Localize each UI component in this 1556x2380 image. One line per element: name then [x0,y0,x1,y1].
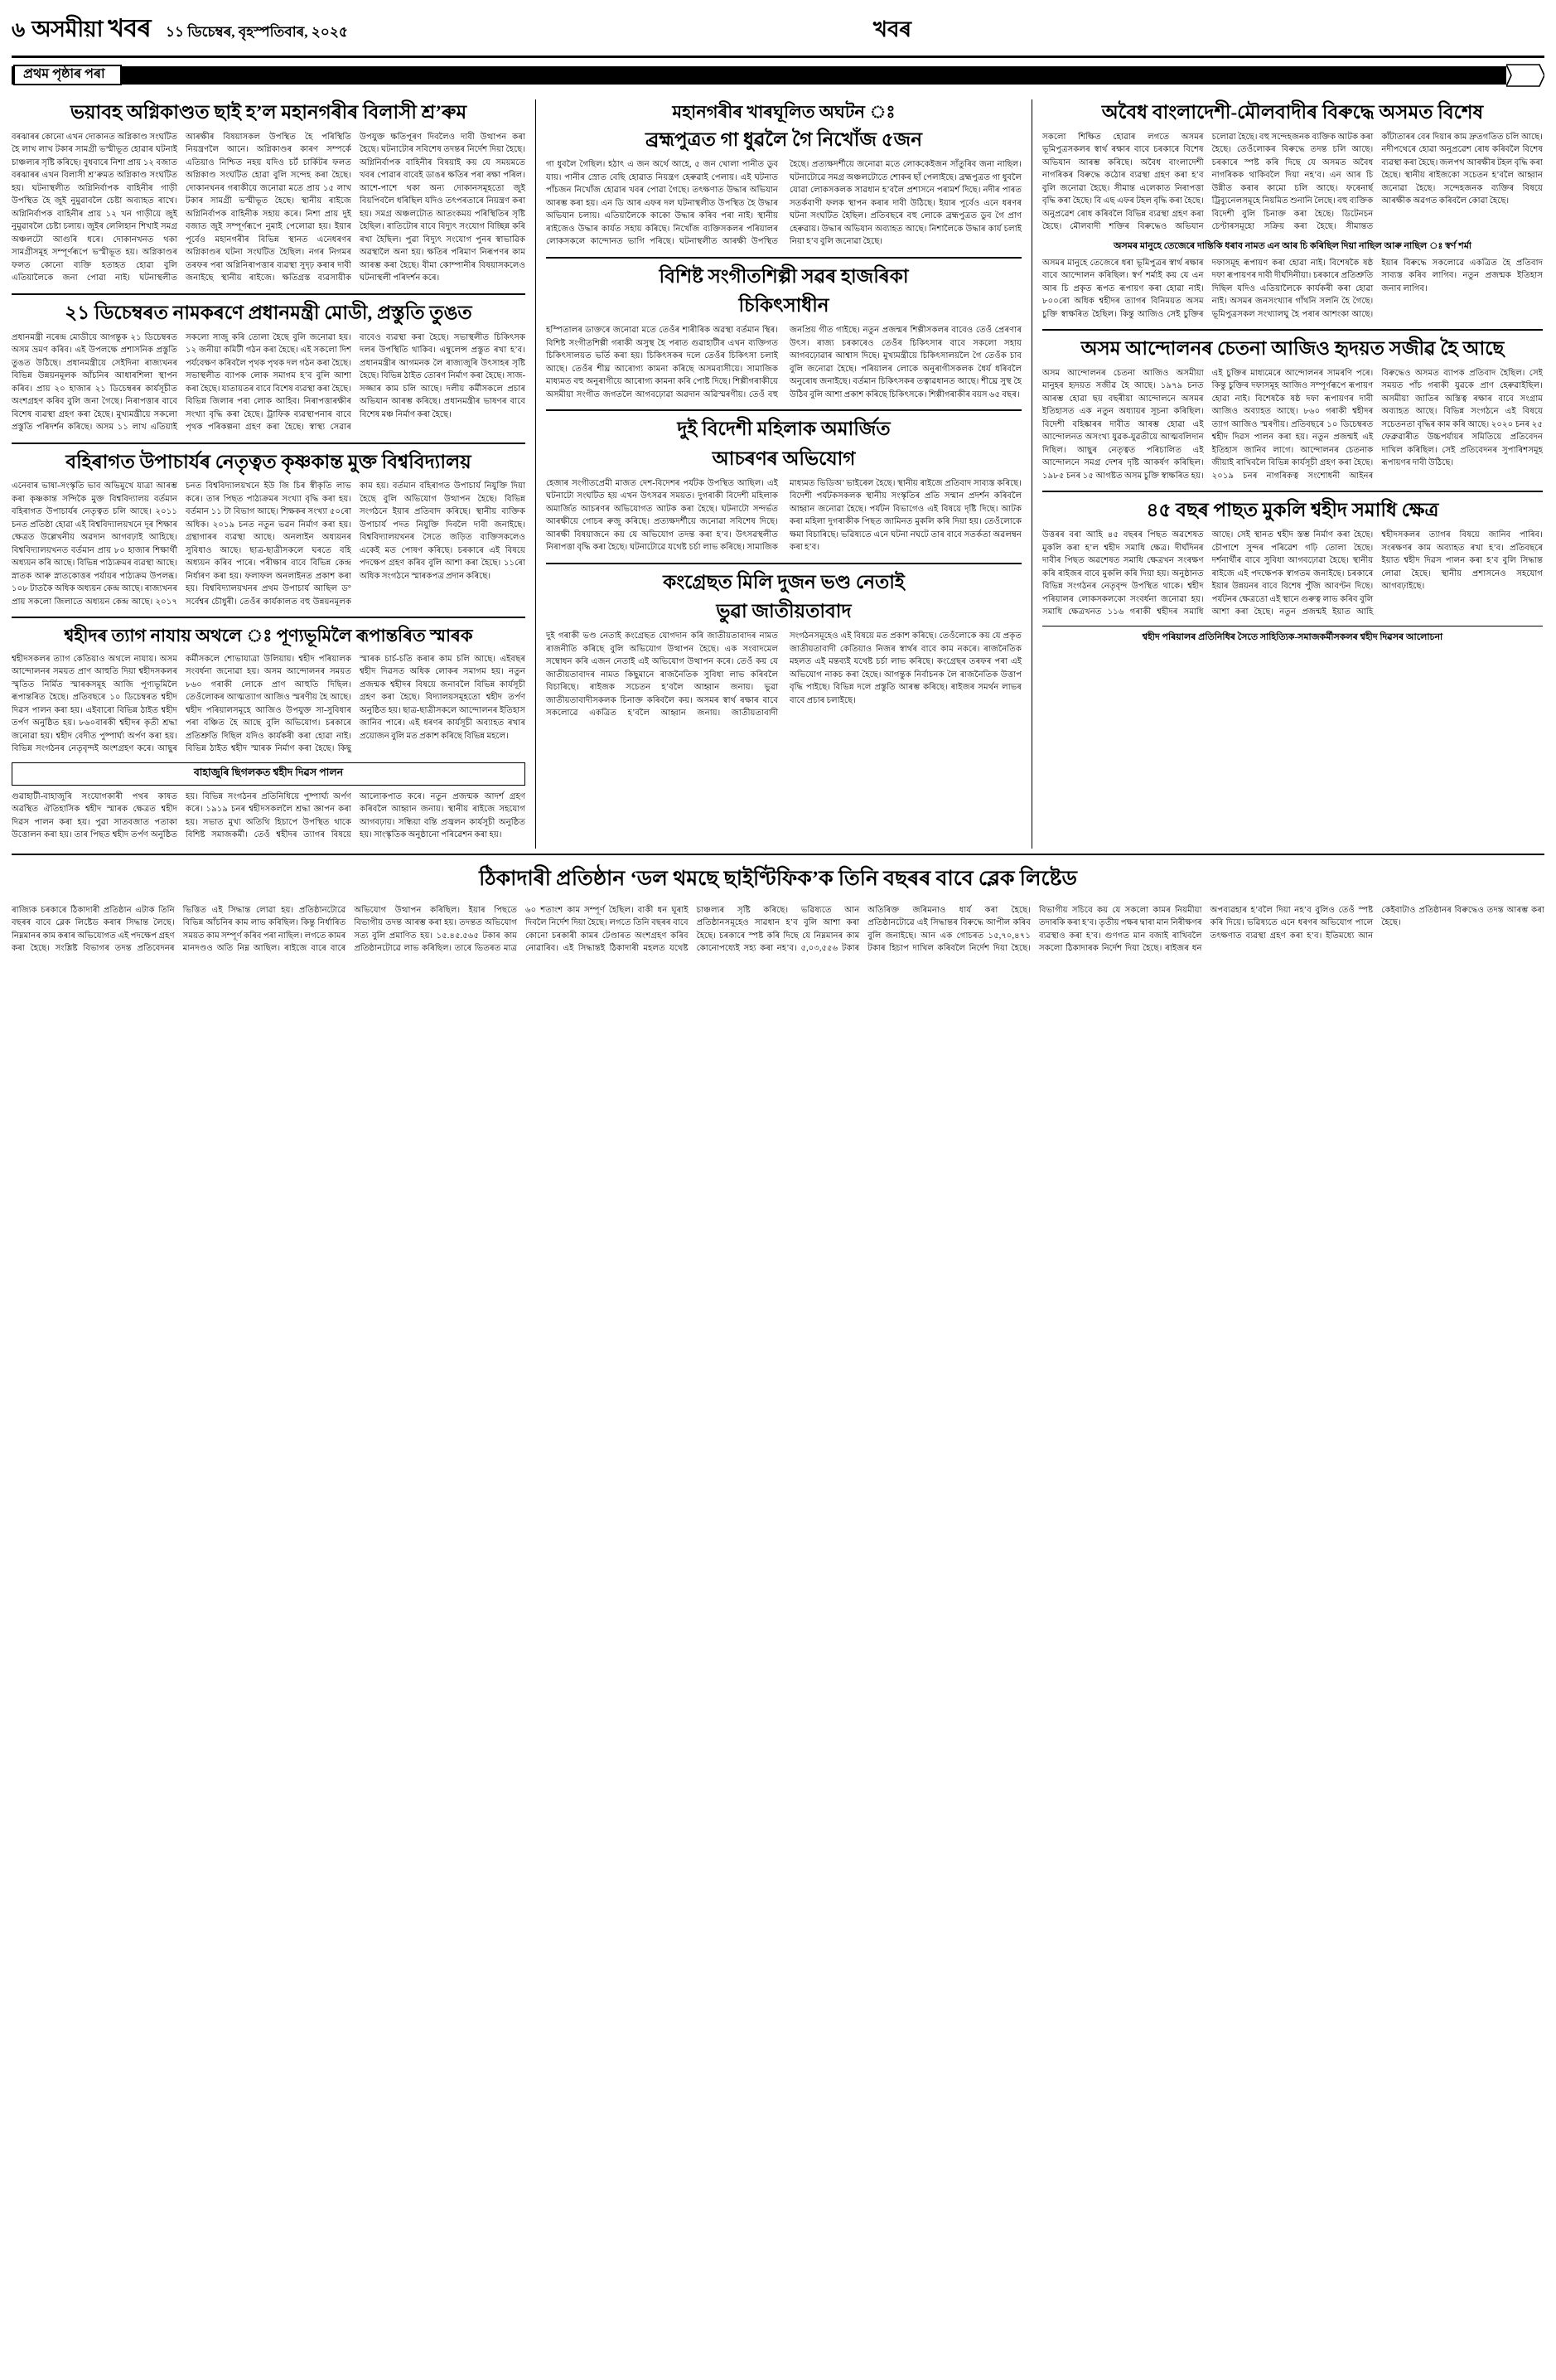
body-fire: বৰঝাৰৰ কোনো এখন দোকানত অগ্নিকাণ্ড সংঘটিত হৈ লাখ লাখ টকাৰ সামগ্ৰী ভস্মীভূত হোৱাৰ ঘটনাই চাঞ্চল্যৰ সৃষ্টি কৰিছে। বুধবাৰে নিশা প্ৰায় ১২ বজাত বৰঝাৰৰ এখন বিলাসী শ্ৰ’ৰুমত অগ্নিকাণ্ড সংঘটিত হয়। ঘটনাস্থলীত অগ্নিনিৰ্বাপক বাহিনীৰ গাড়ী উপস্থিত হৈ জুই নুমুৱাবলৈ চেষ্টা অব্যাহত ৰাখে। অগ্নিনিৰ্বাপক বাহিনীৰ প্ৰায় ১২ খন গাড়ীয়ে জুই নুমুৱাবলৈ চেষ্টা চলায়। জুইৰ লেলিহান শিখাই সমগ্ৰ অঞ্চলটো আগুৰি ধৰে। দোকানখনত থকা সামগ্ৰীসমূহ সম্পূৰ্ণৰূপে ভস্মীভূত হয়। অগ্নিকাণ্ডৰ ফলত কোনো ব্যক্তি হতাহত হোৱা বুলি এতিয়ালৈকে জনা পোৱা নাই। ঘটনাস্থলীত আৰক্ষীৰ বিষয়াসকল উপস্থিত হৈ পৰিস্থিতি নিয়ন্ত্ৰণলৈ আনে। অগ্নিকাণ্ডৰ কাৰণ সম্পৰ্কে এতিয়াও নিশ্চিত নহয় যদিও চৰ্ট চাৰ্কিটৰ ফলত অগ্নিকাণ্ড সংঘটিত হোৱা বুলি সন্দেহ কৰা হৈছে। দোকানখনৰ গৰাকীয়ে জনোৱা মতে প্ৰায় ১৫ লাখ টকাৰ সামগ্ৰী ভস্মীভূত হৈছে। স্থানীয় ৰাইজে অগ্নিনিৰ্বাপক বাহিনীক সহায় কৰে। নিশা প্ৰায় দুই বজাত জুই সম্পূৰ্ণৰূপে নুমাই পেলোৱা হয়। ইয়াৰ পূৰ্বেও মহানগৰীৰ বিভিন্ন স্থানত এনেধৰণৰ অগ্নিকাণ্ডৰ ঘটনা সংঘটিত হৈছিল। নগৰ নিগমৰ তৰফৰ পৰা অগ্নিনিৰাপত্তাৰ ব্যৱস্থা সুদৃঢ় কৰাৰ দাবী জনাইছে স্থানীয় ৰাইজে। ক্ষতিগ্ৰস্ত ব্যৱসায়ীক উপযুক্ত ক্ষতিপূৰণ দিবলৈও দাবী উত্থাপন কৰা হৈছে। ঘটনাটোৰ সবিশেষ তদন্তৰ নিৰ্দেশ দিয়া হৈছে। অগ্নিনিৰ্বাপক বাহিনীৰ বিষয়াই কয় যে সময়মতে খবৰ পোৱাৰ বাবেই ডাঙৰ ক্ষতিৰ পৰা ৰক্ষা পৰিল। আশে-পাশে থকা অন্য দোকানসমূহতো জুই বিয়পিবলৈ ধৰিছিল যদিও তৎপৰতাৰে নিয়ন্ত্ৰণ কৰা হয়। সমগ্ৰ অঞ্চলটোত আতংকময় পৰিস্থিতিৰ সৃষ্টি হৈছিল। ৰাতিটোৰ বাবে বিদ্যুৎ সংযোগ বিচ্ছিন্ন কৰি ৰখা হৈছিল। পুৱা বিদ্যুৎ সংযোগ পুনৰ স্বাভাৱিক অৱস্থালৈ অনা হয়। ক্ষতিৰ পৰিমাণ নিৰূপণৰ কাম আৰম্ভ কৰা হৈছে। বীমা কোম্পানীৰ বিষয়াসকলেও ঘটনাস্থলী পৰিদৰ্শন কৰে। [12,132,525,283]
masthead [12,8,1544,58]
headline-foreign-women-line1: দুই বিদেশী মহিলাক অমাৰ্জিত [677,418,891,439]
continued-from-ribbon [12,63,1544,91]
paper-name [31,8,151,51]
headline-cemetery: ৪৫ বছৰ পাছত মুকলি শ্বহীদ সমাধি ক্ষেত্ৰ [1146,500,1439,521]
article-brahmaputra [546,101,1022,249]
main-content [12,99,1544,849]
arrow-icon [1506,63,1544,88]
headline-fire: ভয়াবহ অগ্নিকাণ্ডত ছাই হ’ল মহানগৰীৰ বিলাসী শ্ৰ’ৰুম [70,102,467,123]
ribbon-bar [12,66,1506,85]
subbody-martyr: গুৱাহাটী-বাহাজুৰি সংযোগকাৰী পথৰ কাষত অৱস্থিত ঐতিহাসিক শ্বহীদ স্মাৰক ক্ষেত্ৰত শ্বহীদ দিৱস পালন কৰা হয়। পুৱা সাতবজাত পতাকা উত্তোলন কৰা হয়। তাৰ পিছত শ্বহীদ তৰ্পণ অনুষ্ঠিত হয়। বিভিন্ন সংগঠনৰ প্ৰতিনিধিয়ে পুষ্পাৰ্ঘ্য অৰ্পণ কৰে। ১৯১৯ চনৰ শ্বহীদসকললৈ শ্ৰদ্ধা জ্ঞাপন কৰা হয়। সভাত মুখ্য অতিথি হিচাপে উপস্থিত থাকে বিশিষ্ট সমাজকৰ্মী। তেওঁ শ্বহীদৰ ত্যাগৰ বিষয়ে আলোকপাত কৰে। নতুন প্ৰজন্মক আদৰ্শ গ্ৰহণ কৰিবলৈ আহ্বান জনায়। স্থানীয় ৰাইজে সহযোগ আগবঢ়ায়। সন্ধিয়া বন্তি প্ৰজ্বলন কাৰ্যসূচী অনুষ্ঠিত হয়। সাংস্কৃতিক অনুষ্ঠানো পৰিৱেশন কৰা হয়। [12,791,525,839]
body-cemetery: উত্তৰৰ বৰা আহি ৪৫ বছৰৰ পিছত অৱশেষত মুকলি কৰা হ’ল শ্বহীদ সমাধি ক্ষেত্ৰ। দীৰ্ঘদিনৰ দাবীৰ পিছত অৱশেষত সমাধি ক্ষেত্ৰখন সংৰক্ষণ কৰি ৰাইজৰ বাবে মুকলি কৰি দিয়া হয়। অনুষ্ঠানত বিভিন্ন সংগঠনৰ নেতৃবৃন্দ উপস্থিত থাকে। শ্বহীদ পৰিয়ালৰ লোকসকলকো সংবৰ্ধনা জনোৱা হয়। সমাধি ক্ষেত্ৰখনত ১১৬ গৰাকী শ্বহীদৰ সমাধি আছে। সেই স্থানত শ্বহীদ স্তম্ভ নিৰ্মাণ কৰা হৈছে। চৌপাশে সুন্দৰ পৰিৱেশ গঢ়ি তোলা হৈছে। দৰ্শনাৰ্থীৰ বাবে সুবিধা আগবঢ়োৱা হৈছে। স্থানীয় ৰাইজে এই পদক্ষেপক স্বাগতম জনাইছে। চৰকাৰে ইয়াৰ উন্নয়নৰ বাবে বিশেষ পুঁজি আবণ্টন দিছে। পৰ্যটনৰ ক্ষেত্ৰতো এই স্থানে গুৰুত্ব লাভ কৰিব বুলি আশা কৰা হৈছে। নতুন প্ৰজন্মই ইয়াত আহি শ্বহীদসকলৰ ত্যাগৰ বিষয়ে জানিব পাৰিব। সংৰক্ষণৰ কাম অব্যাহত ৰখা হ’ব। প্ৰতিবছৰে ইয়াত শ্বহীদ দিৱস পালন কৰা হ’ব বুলি সিদ্ধান্ত লোৱা হৈছে। স্থানীয় প্ৰশাসনেও সহযোগ আগবঢ়াইছে। [1042,530,1543,617]
headline-bangladeshi: অবৈধ বাংলাদেশী-মৌলবাদীৰ বিৰুদ্ধে অসমত বিশেষ [1101,102,1484,123]
body-singer: হস্পিতালৰ ডাক্তৰে জনোৱা মতে তেওঁৰ শাৰীৰিক অৱস্থা বৰ্তমান স্থিৰ। বিশিষ্ট সংগীতশিল্পী গৰাকী অসুস্থ হৈ পৰাত গুৱাহাটীৰ এখন ব্যক্তিগত চিকিৎসালয়ত ভৰ্তি কৰা হয়। চিকিৎসকৰ দলে তেওঁৰ চিকিৎসা চলাই আছে। তেওঁৰ শীঘ্ৰ আৰোগ্য কামনা কৰিছে অসমবাসীয়ে। সামাজিক মাধ্যমত বহু অনুৰাগীয়ে আৰোগ্য কামনা কৰি পোষ্ট দিছে। শিল্পীগৰাকীয়ে অসমীয়া সংগীত জগতলৈ আগবঢ়োৱা অৱদান অৱিস্মৰণীয়। তেওঁ বহু জনপ্ৰিয় গীত গাইছে। নতুন প্ৰজন্মৰ শিল্পীসকলৰ বাবেও তেওঁ প্ৰেৰণাৰ উৎস। ৰাজ্য চৰকাৰেও তেওঁৰ চিকিৎসাৰ বাবে সকলো সহায় আগবঢ়োৱাৰ আশ্বাস দিছে। মুখ্যমন্ত্ৰীয়ে চিকিৎসালয়লৈ গৈ তেওঁক চাব বুলি জনোৱা হৈছে। পৰিয়ালৰ লোকে অনুৰাগীসকলক ধৈৰ্য ধৰিবলৈ অনুৰোধ জনাইছে। বৰ্তমান চিকিৎসকৰ তত্বাৱধানত আছে। শীঘ্ৰে সুস্থ হৈ উঠিব বুলি আশা প্ৰকাশ কৰিছে চিকিৎসকে। শিল্পীগৰাকীৰ বয়স ৬৫ বছৰ। [546,326,1022,399]
section-title: খবৰ [872,17,912,41]
body-andolan: অসম আন্দোলনৰ চেতনা আজিও অসমীয়া মানুহৰ হৃদয়ত সজীৱ হৈ আছে। ১৯৭৯ চনত আৰম্ভ হোৱা ছয় বছৰীয়া আন্দোলনে অসমৰ ইতিহাসত এক নতুন অধ্যায়ৰ সূচনা কৰিছিল। বিদেশী বহিষ্কাৰৰ দাবীত আৰম্ভ হোৱা এই আন্দোলনত অসংখ্য যুৱক-যুৱতীয়ে আত্মবলিদান দিছিল। আছুৰ নেতৃত্বত পৰিচালিত এই আন্দোলনে সমগ্ৰ দেশৰ দৃষ্টি আকৰ্ষণ কৰিছিল। ১৯৮৫ চনৰ ১৫ আগষ্টত অসম চুক্তি স্বাক্ষৰিত হয়। এই চুক্তিৰ মাধ্যমেৰে আন্দোলনৰ সামৰণি পৰে। কিন্তু চুক্তিৰ দফাসমূহ আজিও সম্পূৰ্ণৰূপে ৰূপায়ণ হোৱা নাই। বিশেষকৈ ষষ্ঠ দফা ৰূপায়ণৰ দাবী আজিও অব্যাহত আছে। ৮৬০ গৰাকী শ্বহীদৰ ত্যাগ আজিও স্মৰণীয়। প্ৰতিবছৰে ১০ ডিচেম্বৰত শ্বহীদ দিৱস পালন কৰা হয়। নতুন প্ৰজন্মই এই ইতিহাস জানিব লাগে। আন্দোলনৰ চেতনাক জীয়াই ৰাখিবলৈ বিভিন্ন কাৰ্যসূচী গ্ৰহণ কৰা হৈছে। ২০১৯ চনৰ নাগৰিকত্ব সংশোধনী আইনৰ বিৰুদ্ধেও অসমত ব্যাপক প্ৰতিবাদ হৈছিল। সেই সময়ত পাঁচ গৰাকী যুৱকে প্ৰাণ হেৰুৱাইছিল। অসমীয়া জাতিৰ অস্তিত্ব ৰক্ষাৰ বাবে সংগ্ৰাম অব্যাহত আছে। বিভিন্ন সংগঠনে এই বিষয়ে সচেতনতা বৃদ্ধিৰ কাম কৰি আছে। ২০২০ চনৰ ২৫ ফেব্ৰুৱাৰীত উচ্চপৰ্যায়ৰ সমিতিয়ে প্ৰতিবেদন দাখিল কৰিছিল। সেই প্ৰতিবেদনৰ সুপাৰিশসমূহ ৰূপায়ণৰ দাবী উঠিছে। [1042,368,1543,481]
subheadline-martyr: বাহাজুৰি ছিগলকত শ্বহীদ দিৱস পালন [12,762,525,786]
subbody-bangladeshi: অসমৰ মানুহে তেজেৰে ধৰা ভূমিপুত্ৰৰ স্বাৰ্থ ৰক্ষাৰ বাবে আন্দোলন কৰিছিল। স্বৰ্ণ শৰ্মাই কয় যে এন আৰ চি প্ৰকৃত ৰূপত ৰূপায়ণ কৰা হোৱা নাই। ৮০০ৰো অধিক শ্বহীদৰ ত্যাগৰ বিনিময়ত অসম চুক্তি স্বাক্ষৰিত হৈছিল। কিন্তু আজিও সেই চুক্তিৰ দফাসমূহ ৰূপায়ণ কৰা হোৱা নাই। বিশেষকৈ ষষ্ঠ দফা ৰূপায়ণৰ দাবী দীৰ্ঘদিনীয়া। চৰকাৰে প্ৰতিশ্ৰুতি দিছিল যদিও এতিয়ালৈকে কাৰ্যকৰী কৰা হোৱা নাই। অসমৰ জনসংখ্যাৰ গাঁথনি সলনি হৈ গৈছে। ভূমিপুত্ৰসকল সংখ্যালঘু হৈ পৰাৰ আশংকা আছে। ইয়াৰ বিৰুদ্ধে সকলোৱে একত্ৰিত হৈ প্ৰতিবাদ সাব্যস্ত কৰিব লাগিব। নতুন প্ৰজন্মক ইতিহাস জনাব লাগিব। [1042,258,1543,319]
body-brahmaputra: গা ধুবলৈ গৈছিল। হঠাৎ এ জন অৰ্থে আহে, ৫ জন খোলা পানীত ডুব যায়। পানীৰ স্ৰোত বেছি হোৱাত নিয়ন্ত্ৰণ হেৰুৱাই পেলায়। এই ঘটনাত পাঁচজন নিখোঁজ হোৱাৰ খবৰ পোৱা গৈছে। তৎক্ষণাত উদ্ধাৰ অভিযান আৰম্ভ কৰা হয়। এন ডি আৰ এফৰ দল ঘটনাস্থলীত উপস্থিত হৈ উদ্ধাৰ অভিযান চলায়। এতিয়ালৈকে কাকো উদ্ধাৰ কৰিব পৰা নাই। স্থানীয় ৰাইজেও উদ্ধাৰ কাৰ্যত সহায় কৰিছে। নিখোঁজ ব্যক্তিসকলৰ পৰিয়ালৰ লোকসকলে কান্দোনত ভাগি পৰিছে। ঘটনাস্থলীত আৰক্ষী উপস্থিত হৈছে। প্ৰত্যক্ষদৰ্শীয়ে জনোৱা মতে লোককেইজন সাঁতুৰিব জনা নাছিল। ঘটনাটোৱে সমগ্ৰ অঞ্চলটোতে শোকৰ ছাঁ পেলাইছে। ব্ৰহ্মপুত্ৰত গা ধুবলৈ যোৱা লোকসকলক সাৱধান হ’বলৈ প্ৰশাসনে পৰামৰ্শ দিছে। নদীৰ পাৰত সতৰ্কবাণী ফলক স্থাপন কৰাৰ দাবী উঠিছে। ইয়াৰ পূৰ্বেও এনে ধৰণৰ ঘটনা সংঘটিত হৈছিল। প্ৰতিবছৰে বহু লোকে ব্ৰহ্মপুত্ৰত ডুব গৈ প্ৰাণ হেৰুৱায়। উদ্ধাৰ অভিযান অব্যাহত আছে। নিশালৈকে উদ্ধাৰ কাৰ্য চলাই নিয়া হ’ব বুলি জনোৱা হৈছে। [546,160,1022,246]
body-bangladeshi: সকলো শিক্ষিত হোৱাৰ লগতে অসমৰ ভূমিপুত্ৰসকলৰ স্বাৰ্থ ৰক্ষাৰ বাবে চৰকাৰে বিশেষ অভিযান আৰম্ভ কৰিছে। অবৈধ বাংলাদেশী নাগৰিকৰ বিৰুদ্ধে কঠোৰ ব্যৱস্থা গ্ৰহণ কৰা হ’ব বুলি জনোৱা হৈছে। সীমান্ত এলেকাত নিৰাপত্তা বৃদ্ধি কৰা হৈছে। বি এছ এফৰ টহল বৃদ্ধি কৰা হৈছে। অনুপ্ৰৱেশ ৰোধ কৰিবলৈ বিভিন্ন ব্যৱস্থা গ্ৰহণ কৰা হৈছে। মৌলবাদী শক্তিৰ বিৰুদ্ধেও অভিযান চলোৱা হৈছে। বহু সন্দেহজনক ব্যক্তিক আটক কৰা হৈছে। তেওঁলোকৰ বিৰুদ্ধে তদন্ত চলি আছে। চৰকাৰে স্পষ্ট কৰি দিছে যে অসমত অবৈধ নাগৰিকক থাকিবলৈ দিয়া নহ’ব। এন আৰ চি উন্নীত কৰাৰ কামো চলি আছে। ফৰেনাৰ্ছ ট্ৰিব্যুনেলসমূহে নিয়মিত শুনানি লৈছে। বহু ব্যক্তিক বিদেশী বুলি চিনাক্ত কৰা হৈছে। ডিটেনচন চেণ্টাৰসমূহো সক্ৰিয় কৰা হৈছে। সীমান্তত কাঁটাতাৰৰ বেৰ দিয়াৰ কাম দ্ৰুতগতিত চলি আছে। নদীপথেৰে হোৱা অনুপ্ৰৱেশ ৰোধ কৰিবলৈ বিশেষ ব্যৱস্থা কৰা হৈছে। জলপথ আৰক্ষীৰ টহল বৃদ্ধি কৰা হৈছে। স্থানীয় ৰাইজকো সচেতন হ’বলৈ আহ্বান জনোৱা হৈছে। সন্দেহজনক ব্যক্তিৰ বিষয়ে আৰক্ষীক অৱগত কৰিবলৈ কোৱা হৈছে। [1042,132,1543,232]
body-martyr: শ্বহীদসকলৰ ত্যাগ কেতিয়াও অথলে নাযায়। অসম আন্দোলনৰ সময়ত প্ৰাণ আহুতি দিয়া শ্বহীদসকলৰ স্মৃতিত নিৰ্মিত স্মাৰকসমূহ আজি পূণ্যভূমিলৈ ৰূপান্তৰিত হৈছে। প্ৰতিবছৰে ১০ ডিচেম্বৰত শ্বহীদ দিৱস পালন কৰা হয়। এইবাৰো বিভিন্ন ঠাইত শ্বহীদ তৰ্পণ অনুষ্ঠিত হয়। ৮৬০বাৰকী শ্বহীদৰ কৃতী শ্ৰদ্ধা জনোৱা হয়। শ্বহীদ বেদীত পুষ্পাৰ্ঘ্য অৰ্পণ কৰা হয়। বিভিন্ন সংগঠনৰ নেতৃবৃন্দই অংশগ্ৰহণ কৰে। আছুৰ কৰ্মীসকলে শোভাযাত্ৰা উলিয়ায়। শ্বহীদ পৰিয়ালক সংবৰ্ধনা জনোৱা হয়। অসম আন্দোলনৰ সময়ত ৮৬০ গৰাকী লোকে প্ৰাণ আহুতি দিছিল। তেওঁলোকৰ আত্মত্যাগ আজিও স্মৰণীয় হৈ আছে। শ্বহীদ পৰিয়ালসমূহে আজিও উপযুক্ত সা-সুবিধাৰ পৰা বঞ্চিত হৈ আছে বুলি অভিযোগ। চৰকাৰে প্ৰতিশ্ৰুতি দিছিল যদিও কাৰ্যকৰী কৰা হোৱা নাই। বিভিন্ন ঠাইত শ্বহীদ স্মাৰক নিৰ্মাণ কৰা হৈছে। কিছু স্মাৰক চাৰ্চ-চতি কৰাৰ কাম চলি আছে। এইবছৰ শ্বহীদ দিৱসত অধিক লোকৰ সমাগম হয়। নতুন প্ৰজন্মক শ্বহীদৰ বিষয়ে জনাবলৈ বিভিন্ন কাৰ্যসূচী গ্ৰহণ কৰা হৈছে। বিদ্যালয়সমূহতো শ্বহীদ তৰ্পণ অনুষ্ঠিত হয়। ছাত্ৰ-ছাত্ৰীসকলে আন্দোলনৰ ইতিহাস জানিব পাৰে। এই ধৰণৰ কাৰ্যসূচী অব্যাহত ৰখাৰ প্ৰয়োজন বুলি মত প্ৰকাশ কৰিছে বিভিন্ন মহলে। [12,654,525,753]
headline-brahmaputra-line2: ব্ৰহ্মপুত্ৰত গা ধুৱলৈ গৈ নিখোঁজ ৫জন [645,129,922,151]
headline-andolan: অসম আন্দোলনৰ চেতনা আজিও হৃদয়ত সজীৱ হৈ আছে [1080,338,1505,360]
page-number: ৬ [12,19,26,41]
headline-nationalism-line1: কংগ্ৰেছত মিলি দুজন ভণ্ড নেতাই [663,571,905,593]
issue-date: ১১ ডিচেম্বৰ, বৃহস্পতিবাৰ, ২০২৫ [165,24,348,40]
article-andolan [1042,329,1543,482]
body-blacklist: ৰাজ্যিক চৰকাৰে ঠিকাদাৰী প্ৰতিষ্ঠান এটাক তিনি বছৰৰ বাবে ব্লেক লিষ্টেড কৰাৰ সিদ্ধান্ত লৈছে। নিম্নমানৰ কাম কৰাৰ অভিযোগত এই পদক্ষেপ গ্ৰহণ কৰা হৈছে। সংশ্লিষ্ট বিভাগৰ তদন্ত প্ৰতিবেদনৰ ভিত্তিত এই সিদ্ধান্ত লোৱা হয়। প্ৰতিষ্ঠানটোৱে বিভিন্ন আঁচনিৰ কাম লাভ কৰিছিল। কিন্তু নিৰ্ধাৰিত সময়ত কাম সম্পূৰ্ণ কৰিব পৰা নাছিল। লগতে কামৰ মানদণ্ডও অতি নিম্ন আছিল। ৰাইজে বাৰে বাৰে অভিযোগ উত্থাপন কৰিছিল। ইয়াৰ পিছতে বিভাগীয় তদন্ত আৰম্ভ কৰা হয়। তদন্তত অভিযোগ সত্য বুলি প্ৰমাণিত হয়। ১৫.৪৫.৫৬৫ টকাৰ কাম প্ৰতিষ্ঠানটোৱে লাভ কৰিছিল। তাৰে ভিতৰত মাত্ৰ ৬০ শতাংশ কাম সম্পূৰ্ণ হৈছিল। বাকী ধন ঘূৰাই দিবলৈ নিৰ্দেশ দিয়া হৈছে। লগতে তিনি বছৰৰ বাবে কোনো চৰকাৰী কামৰ টেণ্ডাৰত অংশগ্ৰহণ কৰিব নোৱাৰিব। এই সিদ্ধান্তই ঠিকাদাৰী মহলত যথেষ্ট চাঞ্চল্যৰ সৃষ্টি কৰিছে। ভৱিষ্যতে আন প্ৰতিষ্ঠানসমূহেও সাৱধান হ’ব বুলি আশা কৰা হৈছে। চৰকাৰে স্পষ্ট কৰি দিছে যে নিম্নমানৰ কাম কোনোপধ্যেই সহ্য কৰা নহ’ব। ৫,০৩,৫৫৬ টকাৰ অতিৰিক্ত জৰিমনাও ধাৰ্য কৰা হৈছে। প্ৰতিষ্ঠানটোৱে এই সিদ্ধান্তৰ বিৰুদ্ধে আপীল কৰিব বুলি জনাইছে। আন এক গোচৰত ১৫,৭০,৪৭১ টকাৰ হিচাপ দাখিল কৰিবলৈ নিৰ্দেশ দিয়া হৈছে। বিভাগীয় সচিবে কয় যে সকলো কামৰ নিয়মীয়া তদাৰকি কৰা হ’ব। তৃতীয় পক্ষৰ দ্বাৰা মান নিৰীক্ষণৰ ব্যৱস্থাও কৰা হ’ব। গুণগত মান বজাই ৰাখিবলৈ সকলো ঠিকাদাৰক নিৰ্দেশ দিয়া হৈছে। ৰাইজৰ ধন অপব্যৱহাৰ হ’বলৈ দিয়া নহ’ব বুলিও তেওঁ স্পষ্ট কৰি দিয়ে। ভৱিষ্যতে এনে ধৰণৰ অভিযোগ পালে তৎক্ষণাত ব্যৱস্থা গ্ৰহণ কৰা হ’ব। ইতিমধ্যে আন কেইবাটাও প্ৰতিষ্ঠানৰ বিৰুদ্ধেও তদন্ত আৰম্ভ কৰা হৈছে। [12,905,1544,953]
column-right [1032,99,1543,849]
headline-singer-line2: চিকিৎসাধীন [738,295,829,317]
headline-vc: বহিৰাগত উপাচাৰ্যৰ নেতৃত্বত কৃষ্ণকান্ত মুক্ত বিশ্ববিদ্যালয় [65,451,471,472]
headline-modi: ২১ ডিচেম্বৰত নামকৰণে প্ৰধানমন্ত্ৰী মোডী, প্ৰস্তুতি তুঙত [65,302,472,323]
body-vc: এনেবাৰ ভাষা-সংস্কৃতি ভাব অভিমুখে যাত্ৰা আৰম্ভ কৰা কৃষ্ণকান্ত সন্দিকৈ মুক্ত বিশ্ববিদ্যালয় বৰ্তমান বহিৰাগত উপাচাৰ্যৰ নেতৃত্বত চলি আছে। ২০১১ চনত প্ৰতিষ্ঠা হোৱা এই বিশ্ববিদ্যালয়খনে দূৰ শিক্ষাৰ ক্ষেত্ৰত উল্লেখনীয় অৱদান আগবঢ়াই আহিছে। বিশ্ববিদ্যালয়খনত বৰ্তমান প্ৰায় ৮০ হাজাৰ শিক্ষাৰ্থী অধ্যয়ন কৰি আছে। বিভিন্ন পাঠ্যক্ৰমৰ ব্যৱস্থা আছে। স্নাতক আৰু স্নাতকোত্তৰ পৰ্যায়ৰ পাঠ্যক্ৰম উপলব্ধ। ১০৮ টাতকৈ অধিক অধ্যয়ন কেন্দ্ৰ আছে। ৰাজ্যখনৰ প্ৰায় সকলো জিলাতে অধ্যয়ন কেন্দ্ৰ আছে। ২০১৭ চনত বিশ্ববিদ্যালয়খনে ইউ জি চিৰ স্বীকৃতি লাভ কৰে। তাৰ পিছত পাঠ্যক্ৰমৰ সংখ্যা বৃদ্ধি কৰা হয়। বৰ্তমান ১১ টা বিভাগ আছে। শিক্ষকৰ সংখ্যা ৫০ৰো অধিক। ২০১৯ চনত নতুন ভৱন নিৰ্মাণ কৰা হয়। গ্ৰন্থাগাৰৰ ব্যৱস্থা আছে। অনলাইন অধ্যয়নৰ সুবিধাও আছে। ছাত্ৰ-ছাত্ৰীসকলে ঘৰতে বহি অধ্যয়ন কৰিব পাৰে। পৰীক্ষাৰ বাবে বিভিন্ন কেন্দ্ৰ নিৰ্ধাৰণ কৰা হয়। ফলাফল অনলাইনত প্ৰকাশ কৰা হয়। বিশ্ববিদ্যালয়খনৰ প্ৰথম উপাচাৰ্য আছিল ড° সৰ্বেশ্বৰ চৌধুৰী। তেওঁৰ কাৰ্যকালত বহু উন্নয়নমূলক কাম হয়। বৰ্তমান বহিৰাগত উপাচাৰ্য নিযুক্তি দিয়া হৈছে বুলি অভিযোগ উত্থাপন হৈছে। বিভিন্ন সংগঠনে ইয়াৰ প্ৰতিবাদ কৰিছে। স্থানীয় ব্যক্তিক উপাচাৰ্য পদত নিযুক্তি দিবলৈ দাবী জনাইছে। বিশ্ববিদ্যালয়খনৰ সৈতে জড়িত ব্যক্তিসকলেও একেই মত পোষণ কৰিছে। চৰকাৰে এই বিষয়ে পদক্ষেপ গ্ৰহণ কৰিব বুলি আশা কৰা হৈছে। ১১ৰো অধিক সংগঠনে স্মাৰকপত্ৰ প্ৰদান কৰিছে। [12,481,525,607]
article-nationalism [546,563,1022,720]
headline-blacklist: ঠিকাদাৰী প্ৰতিষ্ঠান ‘ডল থমছে ছাইণ্টিফিক’ক তিনি বছৰৰ বাবে ব্লেক লিষ্টেড [479,867,1077,890]
headline-singer-line1: বিশিষ্ট সংগীতশিল্পী সৱৰ হাজৰিকা [659,265,909,287]
headline-martyr: শ্বহীদৰ ত্যাগ নাযায় অথলে ঃ পূণ্যভূমিলৈ ৰূপান্তৰিত স্মাৰক [64,626,473,646]
photo-caption: শ্বহীদ পৰিয়ালৰ প্ৰতিনিধিৰ সৈতে সাহিত্যিক-সমাজকৰ্মীসকলৰ শ্বহীদ দিৱসৰ আলোচনা [1142,631,1443,642]
article-vc [12,443,525,609]
paper-name-primary: অসমীয়া [31,17,109,41]
headline-brahmaputra-line1: মহানগৰীৰ খাৰঘূলিত অঘটন ঃ [672,102,896,122]
article-blacklist [12,854,1544,955]
body-nationalism: দুই গৰাকী ভণ্ড নেতাই কংগ্ৰেছত যোগদান কৰি জাতীয়তাবাদৰ নামত ৰাজনীতি কৰিছে বুলি অভিযোগ উত্থাপন হৈছে। এক সংবাদমেল সম্বোধন কৰি এজন নেতাই এই অভিযোগ উত্থাপন কৰে। তেওঁ কয় যে জাতীয়তাবাদৰ নামত কিছুমানে ৰাজনৈতিক সুবিধা লাভ কৰিবলৈ বিচাৰিছে। ৰাইজক সচেতন হ’বলৈ আহ্বান জনায়। ভুৱা জাতীয়তাবাদীসকলক চিনাক্ত কৰিবলৈ কয়। অসমৰ স্বাৰ্থ ৰক্ষাৰ বাবে সকলোৱে একত্ৰিত হ’বলৈ আহ্বান জনায়। জাতীয়তাবাদী সংগঠনসমূহেও এই বিষয়ে মত প্ৰকাশ কৰিছে। তেওঁলোকে কয় যে প্ৰকৃত জাতীয়তাবাদী কেতিয়াও নিজৰ স্বাৰ্থৰ বাবে কাম নকৰে। ৰাজনৈতিক মহলত এই মন্তব্যই যথেষ্ট চৰ্চা লাভ কৰিছে। কংগ্ৰেছৰ তৰফৰ পৰা এই অভিযোগ নাকচ কৰা হৈছে। আগন্তুক নিৰ্বাচনক লৈ ৰাজনৈতিক উত্তাপ বৃদ্ধি পাইছে। বিভিন্ন দলে প্ৰস্তুতি আৰম্ভ কৰিছে। ৰাইজৰ সমৰ্থন লাভৰ বাবে প্ৰচাৰ চলাইছে। [546,631,1022,718]
body-foreign-women: হেজাৰ সংগীতপ্ৰেমী মাজত দেশ-বিদেশৰ পৰ্যটক উপস্থিত আছিল। এই ঘটনাটো সংঘটিত হয় এখন উৎসৱৰ সময়ত। দুগৰাকী বিদেশী মহিলাক অমাৰ্জিত আচৰণৰ অভিযোগত আটক কৰা হৈছে। ঘটনাটো সন্দৰ্ভত আৰক্ষীয়ে গোচৰ ৰুজু কৰিছে। প্ৰত্যক্ষদৰ্শীয়ে জনোৱা সবিশেষ দিছে। আৰক্ষী বিষয়াজনে কয় যে অভিযোগ তদন্ত কৰা হ’ব। উৎসৱস্থলীত নিৰাপত্তা বৃদ্ধি কৰা হৈছে। ঘটনাটোৱে যথেষ্ট চৰ্চা লাভ কৰিছে। সামাজিক মাধ্যমত ভিডিঅ’ ভাইৰেল হৈছে। স্থানীয় ৰাইজে প্ৰতিবাদ সাব্যস্ত কৰিছে। বিদেশী পৰ্যটকসকলক স্থানীয় সংস্কৃতিৰ প্ৰতি সন্মান প্ৰদৰ্শন কৰিবলৈ আহ্বান জনোৱা হৈছে। পৰ্যটন বিভাগেও এই বিষয়ে দৃষ্টি দিছে। আটক কৰা মহিলা দুগৰাকীক পিছত জামিনত মুকলি কৰি দিয়া হয়। তেওঁলোকে ক্ষমা বিচাৰিছে। ভৱিষ্যতে এনে ঘটনা নঘটে তাৰ বাবে সতৰ্কতা অৱলম্বন কৰা হ’ব। [546,478,1022,552]
article-cemetery [1042,491,1543,643]
article-bangladeshi [1042,101,1543,321]
subheadline-bangladeshi: অসমৰ মানুহে তেজেৰে দান্তিকি ধৰাব নামত এন আৰ চি কৰিছিল দিয়া নাছিল আৰু নাছিল ঃ স্বৰ্ণ শৰ্মা [1113,240,1472,251]
column-middle [535,99,1032,849]
masthead-left [12,8,348,51]
article-martyr [12,617,525,841]
headline-foreign-women-line2: আচৰণৰ অভিযোগ [712,447,856,469]
headline-nationalism-line2: ভুৱা জাতীয়তাবাদ [716,601,852,622]
ribbon-label: প্ৰথম পৃষ্ঠাৰ পৰা [13,65,122,85]
body-modi: প্ৰধানমন্ত্ৰী নৰেন্দ্ৰ মোডীয়ে আগন্তুক ২১ ডিচেম্বৰত অসম ভ্ৰমণ কৰিব। এই উপলক্ষে প্ৰশাসনিক প্ৰস্তুতি তুঙত উঠিছে। প্ৰধানমন্ত্ৰীয়ে সেইদিনা ৰাজ্যখনৰ বিভিন্ন উন্নয়নমূলক আঁচনিৰ আধাৰশিলা স্থাপন কৰিব। প্ৰায় ২০ হাজাৰ ২১ ডিচেম্বৰৰ কাৰ্যসূচীত অংশগ্ৰহণ কৰিব বুলি জনা গৈছে। নিৰাপত্তাৰ বাবে বিশেষ ব্যৱস্থা গ্ৰহণ কৰা হৈছে। মুখ্যমন্ত্ৰীয়ে সকলো প্ৰস্তুতি পৰিদৰ্শন কৰিছে। অসম ১১ লাখ এতিয়াই সকলো সাজু কৰি তোলা হৈছে বুলি জনোৱা হয়। ১২ জনীয়া কমিটী গঠন কৰা হৈছে। এই সকলো দিশ পৰ্যবেক্ষণ কৰিবলৈ পৃথক পৃথক দল গঠন কৰা হৈছে। সভাস্থলীত ব্যাপক লোক সমাগম হ’ব বুলি আশা কৰা হৈছে। যাতায়তৰ বাবে বিশেষ ব্যৱস্থা কৰা হৈছে। বিভিন্ন জিলাৰ পৰা লোক আহিব। নিৰাপত্তাৰক্ষীৰ সংখ্যা বৃদ্ধি কৰা হৈছে। ট্ৰাফিক ব্যৱস্থাপনাৰ বাবে পৃথক পৰিকল্পনা গ্ৰহণ কৰা হৈছে। স্বাস্থ্য সেৱাৰ বাবেও ব্যৱস্থা কৰা হৈছে। সভাস্থলীত চিকিৎসক দলৰ উপস্থিতি থাকিব। এম্বুলেন্স প্ৰস্তুত ৰখা হ’ব। প্ৰধানমন্ত্ৰীৰ আগমনক লৈ ৰাজ্যজুৰি উৎসাহৰ সৃষ্টি হৈছে। বিভিন্ন ঠাইত তোৰণ নিৰ্মাণ কৰা হৈছে। সাজ-সজ্জাৰ কাম চলি আছে। দলীয় কৰ্মীসকলে প্ৰচাৰ অভিযান আৰম্ভ কৰিছে। প্ৰধানমন্ত্ৰীৰ ভাষণৰ বাবে বিশেষ মঞ্চ নিৰ্মাণ কৰা হৈছে। [12,332,525,432]
article-modi [12,293,525,434]
article-fire [12,101,525,285]
article-foreign-women [546,409,1022,554]
paper-name-accent: খবৰ [108,15,151,42]
column-left [12,99,535,849]
article-singer [546,257,1022,402]
